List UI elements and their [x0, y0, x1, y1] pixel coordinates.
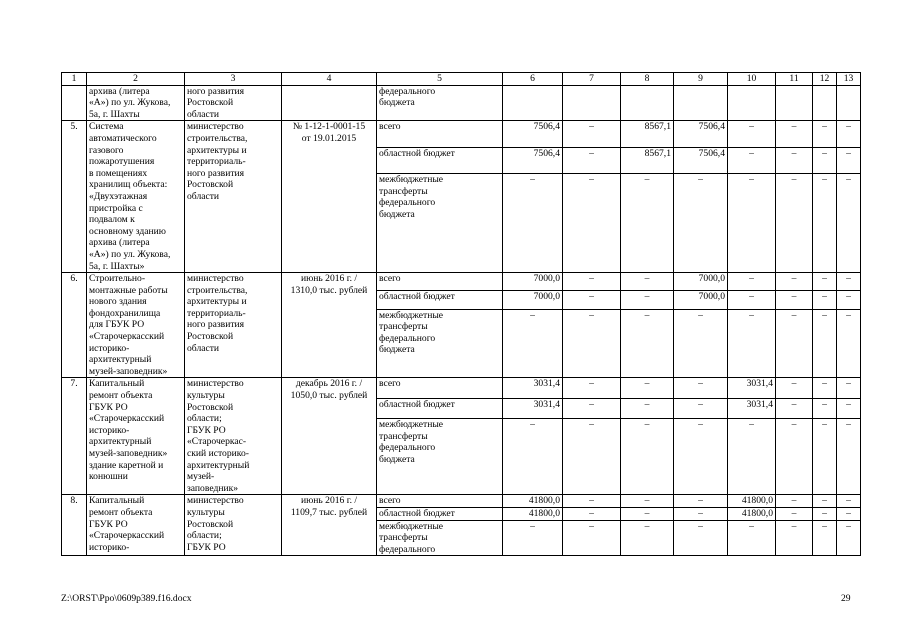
amount-cell: – — [674, 309, 728, 378]
object-name-text: Капитальный ремонт объекта ГБУК РО «Старочеркасский историко- архитектурный музей-заповедник» здание каретной и конюшни — [89, 378, 168, 483]
amount-cell: 41800,0 — [503, 495, 563, 508]
amount-cell: – — [621, 273, 674, 291]
funding-source-cell — [377, 147, 503, 173]
row-number-text: 6. — [70, 273, 78, 285]
funding-source-text: межбюджетные трансферты федерального бюджета — [379, 419, 444, 465]
row-number-cell — [62, 378, 87, 495]
table-row — [62, 273, 861, 291]
amount-cell: – — [728, 419, 776, 495]
amount-cell: 8567,1 — [621, 121, 674, 147]
amount-cell: 8567,1 — [621, 147, 674, 173]
funding-source-text: областной бюджет — [379, 507, 455, 519]
amount-cell: – — [776, 495, 813, 508]
amount-cell: – — [621, 520, 674, 556]
deadline-cell — [282, 273, 377, 378]
amount-cell: – — [563, 419, 621, 495]
cont-source-text: федерального бюджета — [379, 85, 436, 109]
amount-cell: – — [563, 174, 621, 273]
amount-cell: – — [621, 507, 674, 520]
amount-cell: – — [674, 398, 728, 418]
cont-deadline-cell — [282, 85, 377, 121]
funding-source-text: межбюджетные трансферты федерального — [379, 520, 444, 555]
funding-source-text: всего — [379, 273, 401, 285]
funding-source-cell — [377, 495, 503, 508]
amount-cell: – — [837, 520, 861, 556]
amount-cell: – — [813, 121, 837, 147]
amount-cell: – — [837, 273, 861, 291]
amount-cell: – — [776, 273, 813, 291]
funding-source-cell — [377, 121, 503, 147]
column-number-8: 8 — [621, 73, 674, 86]
deadline-cell — [282, 378, 377, 495]
deadline-cell — [282, 495, 377, 556]
amount-cell: – — [813, 398, 837, 418]
amount-cell: – — [621, 174, 674, 273]
row-number-cell — [62, 273, 87, 378]
column-number-11: 11 — [776, 73, 813, 86]
row-number-text: 7. — [70, 378, 78, 390]
amount-cell: – — [837, 147, 861, 173]
amount-cell: 7506,4 — [503, 147, 563, 173]
amount-cell: – — [674, 378, 728, 398]
amount-cell: 7506,4 — [674, 147, 728, 173]
amount-cell: – — [621, 495, 674, 508]
amount-cell: – — [728, 121, 776, 147]
amount-cell: – — [776, 121, 813, 147]
amount-cell: – — [674, 419, 728, 495]
amount-cell: – — [503, 174, 563, 273]
funding-source-text: областной бюджет — [379, 291, 455, 303]
object-name-text: Капитальный ремонт объекта ГБУК РО «Старочеркасский историко- — [89, 495, 165, 553]
table-row — [62, 495, 861, 508]
amount-cell: – — [813, 495, 837, 508]
column-number-12: 12 — [813, 73, 837, 86]
amount-cell: – — [621, 419, 674, 495]
amount-cell: – — [503, 419, 563, 495]
amount-cell: – — [813, 147, 837, 173]
object-name-cell — [87, 378, 185, 495]
amount-cell: – — [728, 309, 776, 378]
object-name-text: Система автоматического газового пожаротушения в помещениях хранилищ объекта: «Двухэтажная пристройка с подвалом к основному зданию архива (литера «А») по ул. Жукова, 5а, г. Шахты» — [89, 121, 171, 272]
amount-cell: – — [813, 520, 837, 556]
amount-cell: – — [776, 507, 813, 520]
column-number-row — [62, 73, 861, 86]
amount-cell: – — [837, 419, 861, 495]
amount-cell: – — [621, 398, 674, 418]
amount-cell: – — [776, 147, 813, 173]
amount-cell: – — [563, 309, 621, 378]
column-number-7: 7 — [563, 73, 621, 86]
funding-source-cell — [377, 398, 503, 418]
amount-cell: – — [813, 419, 837, 495]
amount-cell: – — [837, 398, 861, 418]
object-name-cell — [87, 121, 185, 273]
deadline-text: № 1-12-1-0001-15 от 19.01.2015 — [292, 121, 366, 144]
amount-cell: – — [728, 273, 776, 291]
amount-cell: – — [837, 378, 861, 398]
executor-cell — [185, 378, 282, 495]
amount-cell: – — [728, 174, 776, 273]
page-number: 29 — [841, 593, 851, 604]
amount-cell: – — [563, 495, 621, 508]
funding-source-cell — [377, 174, 503, 273]
column-number-10: 10 — [728, 73, 776, 86]
amount-cell: – — [621, 309, 674, 378]
deadline-text: июнь 2016 г. / 1109,7 тыс. рублей — [290, 495, 368, 518]
amount-cell: 41800,0 — [728, 507, 776, 520]
cont-empty-cell — [776, 85, 813, 121]
table-row — [62, 121, 861, 147]
funding-source-cell — [377, 309, 503, 378]
object-name-cell — [87, 495, 185, 556]
funding-source-cell — [377, 419, 503, 495]
amount-cell: – — [837, 309, 861, 378]
amount-cell: – — [674, 507, 728, 520]
table-body — [62, 73, 861, 556]
deadline-text: июнь 2016 г. / 1310,0 тыс. рублей — [290, 273, 368, 296]
column-number-13: 13 — [837, 73, 861, 86]
amount-cell: – — [563, 291, 621, 309]
amount-cell: – — [776, 309, 813, 378]
amount-cell: 7506,4 — [674, 121, 728, 147]
amount-cell: 7000,0 — [503, 273, 563, 291]
amount-cell: – — [563, 378, 621, 398]
amount-cell: – — [674, 174, 728, 273]
cont-empty-cell — [621, 85, 674, 121]
cont-empty-cell — [813, 85, 837, 121]
row-number-cell — [62, 495, 87, 556]
column-number-3: 3 — [185, 73, 282, 86]
funding-source-text: всего — [379, 495, 401, 507]
amount-cell: – — [813, 378, 837, 398]
amount-cell: 7000,0 — [503, 291, 563, 309]
amount-cell: – — [563, 273, 621, 291]
amount-cell: 41800,0 — [728, 495, 776, 508]
cont-object-cell — [87, 85, 185, 121]
funding-source-cell — [377, 507, 503, 520]
column-number-9: 9 — [674, 73, 728, 86]
file-path: Z:\ORST\Ppo\0609p389.f16.docx — [61, 593, 192, 604]
amount-cell: – — [621, 291, 674, 309]
amount-cell: – — [837, 174, 861, 273]
funding-source-cell — [377, 520, 503, 556]
executor-text: министерство строительства, архитектуры и территориаль- ного развития Ростовской области — [187, 121, 248, 202]
amount-cell: – — [621, 378, 674, 398]
amount-cell: – — [674, 520, 728, 556]
cont-executor-cell — [185, 85, 282, 121]
amount-cell: – — [776, 291, 813, 309]
amount-cell: – — [813, 309, 837, 378]
amount-cell: 3031,4 — [503, 398, 563, 418]
amount-cell: 3031,4 — [728, 398, 776, 418]
cont-empty-cell — [728, 85, 776, 121]
amount-cell: 3031,4 — [728, 378, 776, 398]
amount-cell: – — [813, 174, 837, 273]
amount-cell: 7506,4 — [503, 121, 563, 147]
executor-cell — [185, 121, 282, 273]
funding-source-text: межбюджетные трансферты федерального бюджета — [379, 309, 444, 356]
object-name-text: Строительно- монтажные работы нового здания фондохранилища для ГБУК РО «Старочеркасский историко- архитектурный музей-заповедник» — [89, 273, 168, 377]
executor-cell — [185, 495, 282, 556]
amount-cell: – — [776, 174, 813, 273]
funding-source-cell — [377, 378, 503, 398]
executor-text: министерство строительства, архитектуры и территориаль- ного развития Ростовской области — [187, 273, 248, 354]
amount-cell: – — [813, 273, 837, 291]
funding-source-cell — [377, 273, 503, 291]
table-row — [62, 378, 861, 398]
continued-row — [62, 85, 861, 121]
amount-cell: – — [813, 291, 837, 309]
funding-source-text: всего — [379, 121, 401, 133]
amount-cell: – — [837, 507, 861, 520]
cont-empty-cell — [837, 85, 861, 121]
row-number-text: 8. — [70, 495, 78, 507]
amount-cell: – — [563, 398, 621, 418]
amount-cell: – — [563, 121, 621, 147]
amount-cell: – — [837, 495, 861, 508]
funding-source-text: межбюджетные трансферты федерального бюджета — [379, 174, 444, 220]
amount-cell: – — [837, 291, 861, 309]
amount-cell: – — [728, 291, 776, 309]
funding-source-cell — [377, 291, 503, 309]
column-number-4: 4 — [282, 73, 377, 86]
funding-source-text: всего — [379, 378, 401, 390]
cont-executor-text: ного развития Ростовской области — [187, 85, 245, 120]
executor-text: министерство культуры Ростовской области; ГБУК РО — [187, 495, 244, 553]
amount-cell: – — [503, 309, 563, 378]
amount-cell: 7000,0 — [674, 273, 728, 291]
amount-cell: – — [776, 419, 813, 495]
cont-empty-cell — [503, 85, 563, 121]
cont-object-text: архива (литера «А») по ул. Жукова, 5а, г. Шахты — [89, 85, 171, 120]
funding-source-text: областной бюджет — [379, 147, 455, 159]
amount-cell: – — [728, 147, 776, 173]
amount-cell: – — [563, 520, 621, 556]
amount-cell: – — [563, 147, 621, 173]
row-number-cell — [62, 121, 87, 273]
budget-table — [61, 72, 861, 556]
amount-cell: 7000,0 — [674, 291, 728, 309]
amount-cell: – — [674, 495, 728, 508]
cont-empty-cell — [563, 85, 621, 121]
executor-text: министерство культуры Ростовской области; ГБУК РО «Старочеркас- ский историко- архитектурный музей- заповедник» — [187, 378, 250, 494]
object-name-cell — [87, 273, 185, 378]
amount-cell: – — [503, 520, 563, 556]
cont-source-cell — [377, 85, 503, 121]
column-number-6: 6 — [503, 73, 563, 86]
amount-cell: – — [776, 378, 813, 398]
amount-cell: – — [837, 121, 861, 147]
funding-source-text: областной бюджет — [379, 398, 455, 410]
amount-cell: – — [776, 398, 813, 418]
row-number-text: 5. — [70, 121, 78, 133]
amount-cell: – — [813, 507, 837, 520]
amount-cell: 41800,0 — [503, 507, 563, 520]
column-number-2: 2 — [87, 73, 185, 86]
deadline-cell — [282, 121, 377, 273]
deadline-text: декабрь 2016 г. / 1050,0 тыс. рублей — [290, 378, 368, 402]
amount-cell: – — [728, 520, 776, 556]
cont-num-cell — [62, 85, 87, 121]
column-number-5: 5 — [377, 73, 503, 86]
executor-cell — [185, 273, 282, 378]
amount-cell: – — [776, 520, 813, 556]
cont-empty-cell — [674, 85, 728, 121]
amount-cell: 3031,4 — [503, 378, 563, 398]
column-number-1: 1 — [62, 73, 87, 86]
amount-cell: – — [563, 507, 621, 520]
